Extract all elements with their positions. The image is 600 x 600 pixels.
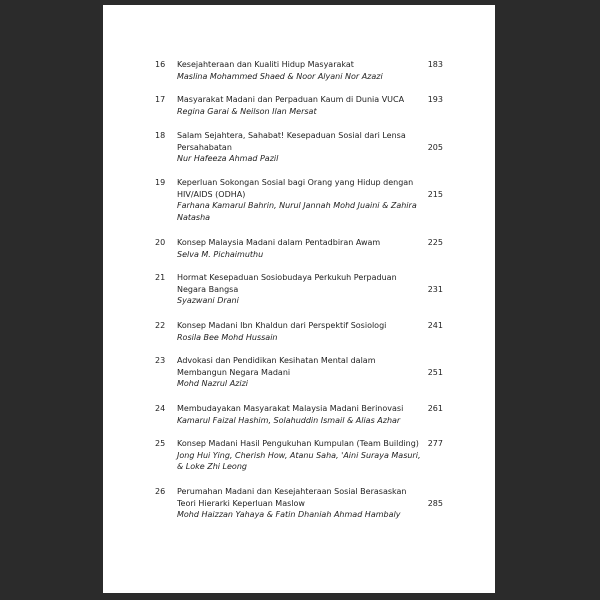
- chapter-number: 18: [155, 131, 166, 140]
- chapter-title: Perumahan Madani dan Kesejahteraan Sosial Berasaskan Teori Hierarki Keperluan Maslow: [177, 487, 407, 508]
- entry-body: [177, 403, 425, 426]
- chapter-authors: Jong Hui Ying, Cherish How, Atanu Saha, 'Aini Suraya Masuri, & Loke Zhi Leong: [177, 450, 421, 471]
- page-number: 285: [427, 498, 443, 508]
- chapter-title: Hormat Kesepaduan Sosiobudaya Perkukuh Perpaduan Negara Bangsa: [177, 273, 397, 294]
- page-number: 225: [427, 238, 443, 247]
- chapter-authors: Kamarul Faizal Hashim, Solahuddin Ismail & Alias Azhar: [177, 415, 401, 425]
- chapter-number: 24: [155, 404, 166, 413]
- page-number: 277: [427, 439, 443, 448]
- entry-body: [177, 237, 425, 260]
- entry-body: [177, 130, 425, 165]
- chapter-number: 20: [155, 238, 166, 247]
- chapter-title: Advokasi dan Pendidikan Kesihatan Mental dalam Membangun Negara Madani: [177, 356, 376, 377]
- chapter-number: 19: [155, 178, 166, 187]
- chapter-authors: Rosila Bee Mohd Hussain: [177, 332, 278, 342]
- chapter-authors: Mohd Haizzan Yahaya & Fatin Dhaniah Ahmad Hambaly: [177, 510, 401, 519]
- chapter-authors: Selva M. Pichaimuthu: [177, 249, 264, 259]
- chapter-authors: Nur Hafeeza Ahmad Pazil: [177, 154, 279, 163]
- entry-body: [177, 486, 425, 521]
- chapter-title: Konsep Malaysia Madani dalam Pentadbiran Awam: [177, 238, 381, 247]
- chapter-authors: Syazwani Drani: [177, 296, 239, 305]
- chapter-authors: Regina Garai & Neilson Ilan Mersat: [177, 106, 317, 116]
- page-number: 241: [427, 321, 443, 330]
- chapter-title: Keperluan Sokongan Sosial bagi Orang yang Hidup dengan HIV/AIDS (ODHA): [177, 178, 414, 199]
- chapter-authors: Farhana Kamarul Bahrin, Nurul Jannah Mohd Juaini & Zahira Natasha: [177, 201, 417, 222]
- chapter-title: Konsep Madani Hasil Pengukuhan Kumpulan (Team Building): [177, 439, 419, 448]
- chapter-number: 22: [155, 321, 166, 330]
- entry-body: [177, 59, 425, 82]
- entry-body: [177, 320, 425, 343]
- chapter-number: 23: [155, 356, 166, 365]
- entry-body: [177, 94, 425, 117]
- chapter-title: Masyarakat Madani dan Perpaduan Kaum di Dunia VUCA: [177, 95, 405, 104]
- page-number: 261: [427, 404, 443, 413]
- page-number: 205: [427, 142, 443, 152]
- chapter-number: 21: [155, 273, 166, 282]
- chapter-title: Salam Sejahtera, Sahabat! Kesepaduan Sosial dari Lensa Persahabatan: [177, 131, 406, 152]
- chapter-authors: Maslina Mohammed Shaed & Noor Alyani Nor Azazi: [177, 71, 383, 81]
- chapter-title: Konsep Madani Ibn Khaldun dari Perspektif Sosiologi: [177, 321, 387, 330]
- entry-body: [177, 438, 425, 473]
- document-page: [103, 5, 495, 593]
- entry-body: [177, 272, 425, 307]
- entry-body: [177, 177, 425, 223]
- chapter-title: Membudayakan Masyarakat Malaysia Madani Berinovasi: [177, 404, 404, 413]
- chapter-number: 26: [155, 487, 166, 496]
- chapter-number: 17: [155, 95, 166, 104]
- chapter-number: 25: [155, 439, 166, 448]
- chapter-number: 16: [155, 60, 166, 69]
- page-number: 215: [427, 189, 443, 199]
- page-number: 231: [427, 284, 443, 294]
- chapter-authors: Mohd Nazrul Azizi: [177, 379, 249, 388]
- page-number: 251: [427, 367, 443, 377]
- entry-body: [177, 355, 425, 390]
- page-number: 183: [427, 60, 443, 69]
- chapter-title: Kesejahteraan dan Kualiti Hidup Masyarakat: [177, 60, 354, 69]
- page-number: 193: [427, 95, 443, 104]
